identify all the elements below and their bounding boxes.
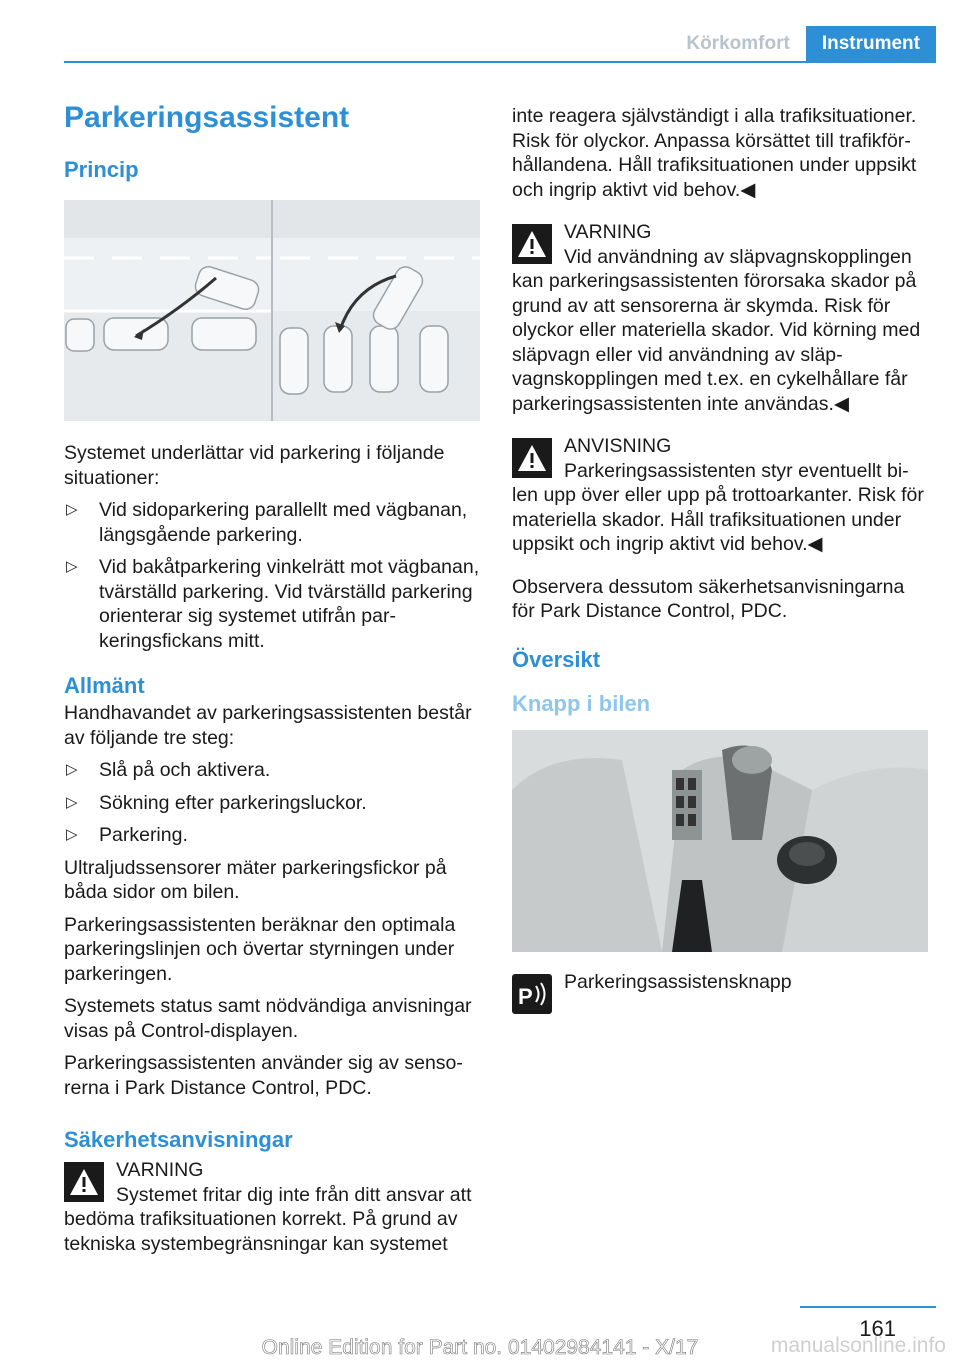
triangle-bullet-icon: ▷ bbox=[66, 501, 78, 518]
note-text: Observera dessutom säkerhetsanvisningarna för Park Distance Control, PDC. bbox=[512, 575, 905, 622]
continued-text: inte reagera självständigt i alla trafiksituationer. Risk för olyckor. Anpassa körsättet till trafikförhållandena. Håll trafiksituationen under uppsikt och ingrip aktivt vid behov.◀ bbox=[512, 105, 917, 201]
general-intro: Handhavandet av parkeringsassistenten består av följande tre steg: bbox=[64, 702, 472, 749]
parking-assist-button-icon bbox=[512, 974, 552, 1014]
header-rule bbox=[64, 61, 936, 63]
safety-heading: Säkerhetsanvisningar bbox=[64, 1127, 293, 1152]
tab-korkomfort[interactable]: Körkomfort bbox=[670, 26, 805, 62]
edition-footer: Online Edition for Part no. 01402984141 - X/17 bbox=[261, 1336, 699, 1359]
intro-text: Systemet underlättar vid parkering i följande situationer: bbox=[64, 442, 445, 489]
warning-text: Vid användning av släpvagnskopplingen kan parkeringsassistenten förorsaka skador på grund av att sensorerna är skymda. Risk för olyckor eller materiella skador. Vid körning med släpvagn eller vid användning av släpvagnskopplingen med t.ex. en cykelhållare får parkeringsassistenten inte användas.◀ bbox=[512, 245, 921, 415]
notice-block bbox=[512, 434, 928, 557]
parking-illustration bbox=[64, 200, 480, 421]
triangle-bullet-icon: ▷ bbox=[66, 761, 78, 778]
warning-block bbox=[64, 1158, 480, 1256]
paragraph: Systemets status samt nödvändiga anvisningar visas på Control-displayen. bbox=[64, 995, 472, 1042]
button-label: Parkeringsassistensknapp bbox=[564, 970, 792, 993]
paragraph: Parkeringsassistenten använder sig av sensorerna i Park Distance Control, PDC. bbox=[64, 1052, 463, 1099]
list-item: ▷ Slå på och aktivera. bbox=[66, 759, 271, 781]
situation-list bbox=[64, 498, 480, 653]
center-console-photo bbox=[512, 730, 928, 952]
paragraph: Ultraljudssensorer mäter parkeringsfickor på båda sidor om bilen. bbox=[64, 856, 447, 903]
left-column bbox=[64, 96, 480, 1266]
button-heading: Knapp i bilen bbox=[512, 690, 651, 716]
list-item: ▷ Sökning efter parkeringsluckor. bbox=[66, 791, 367, 814]
triangle-bullet-icon: ▷ bbox=[66, 793, 78, 811]
svg-text:P: P bbox=[518, 983, 533, 1009]
general-heading: Allmänt bbox=[64, 673, 145, 698]
steps-list bbox=[64, 758, 480, 848]
triangle-bullet-icon: ▷ bbox=[66, 558, 78, 575]
warning-triangle-icon bbox=[64, 1162, 104, 1202]
warning-title: VARNING bbox=[116, 1159, 204, 1181]
footer-rule bbox=[800, 1306, 936, 1308]
notice-text: Parkeringsassistenten styr eventuellt bilen upp över eller upp på trottoarkanter. Risk för materiella skador. Håll trafiksituationen under uppsikt och ingrip aktivt vid behov.◀ bbox=[512, 459, 924, 555]
notice-triangle-icon bbox=[512, 438, 552, 478]
warning-triangle-icon bbox=[512, 224, 552, 264]
principle-heading: Princip bbox=[64, 157, 139, 182]
warning-text: Systemet fritar dig inte från ditt ansvar att bedöma trafiksituationen korrekt. På grund av tekniska systembegränsningar kan systemet bbox=[64, 1183, 472, 1255]
overview-heading: Översikt bbox=[512, 646, 601, 672]
tab-instrument[interactable]: Instrument bbox=[806, 26, 936, 62]
list-item: ▷ Parkering. bbox=[66, 824, 188, 846]
warning-title: VARNING bbox=[564, 221, 652, 243]
warning-block bbox=[512, 220, 928, 416]
watermark: manualsonline.info bbox=[770, 1334, 946, 1357]
header-tabs bbox=[670, 26, 936, 62]
list-item: ▷ Vid sidoparkering parallellt med vägbanan, längsgående parkering. bbox=[66, 499, 468, 546]
right-column bbox=[512, 104, 928, 1014]
page-title: Parkeringsassistent bbox=[64, 101, 350, 134]
legend-row bbox=[512, 970, 928, 1014]
notice-title: ANVISNING bbox=[564, 435, 672, 457]
list-item: ▷ Vid bakåtparkering vinkelrätt mot vägbanan, tvärställd parkering. Vid tvärställd parkering orienterar sig systemet utifrån parkeringsfickans mitt. bbox=[66, 556, 480, 652]
page-number: 161 bbox=[859, 1316, 896, 1341]
paragraph: Parkeringsassistenten beräknar den optimala parkeringslinjen och övertar styrningen under parkeringen. bbox=[64, 913, 456, 985]
triangle-bullet-icon: ▷ bbox=[66, 826, 78, 843]
